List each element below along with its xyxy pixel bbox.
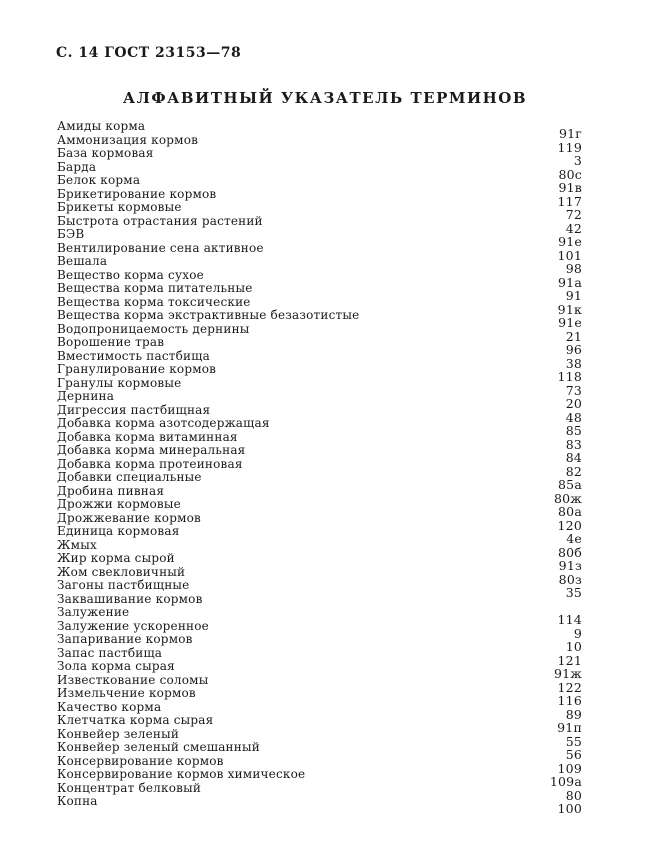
- index-term: Вешала: [57, 254, 108, 268]
- index-number: 91: [565, 288, 582, 303]
- index-number: 55: [565, 733, 582, 749]
- index-number: 80: [565, 787, 582, 803]
- index-term: Вещества корма токсические: [57, 294, 251, 309]
- index-number: 91в: [558, 180, 582, 195]
- index-term: Залужение: [57, 605, 130, 619]
- index-number: 91к: [557, 301, 582, 317]
- index-number: 96: [565, 342, 582, 357]
- index-number: 83: [565, 436, 582, 452]
- index-number: 4е: [566, 531, 582, 546]
- index-term: Загоны пастбищные: [57, 578, 190, 592]
- page-title: АЛФАВИТНЫЙ УКАЗАТЕЛЬ ТЕРМИНОВ: [122, 89, 528, 107]
- page-header: С. 14 ГОСТ 23153—78: [56, 45, 242, 61]
- index-number: 98: [565, 261, 582, 276]
- index-number: 80з: [558, 571, 582, 587]
- index-term: База кормовая: [57, 146, 154, 160]
- index-term: Дрожжевание кормов: [57, 510, 201, 525]
- index-number: 82: [565, 463, 582, 479]
- index-number: 85: [565, 423, 582, 438]
- index-term: Добавка корма витаминная: [57, 429, 238, 444]
- index-term: Амиды корма: [57, 119, 146, 133]
- index-number: 80ж: [553, 490, 582, 506]
- index-term: Жом свекловичный: [57, 564, 186, 579]
- index-number: 122: [557, 679, 582, 695]
- index-term: Вещества корма питательные: [57, 281, 253, 295]
- index-term: Единица кормовая: [57, 524, 180, 538]
- index-term: Концентрат белковый: [57, 780, 202, 795]
- index-number: 80а: [558, 504, 582, 519]
- index-number: 48: [565, 409, 582, 425]
- index-term: Жмых: [57, 537, 97, 552]
- term-index: [57, 119, 582, 816]
- index-number: 20: [565, 396, 582, 411]
- index-number: 3: [573, 153, 582, 168]
- index-number: 85а: [558, 477, 582, 492]
- index-number: 42: [565, 220, 582, 236]
- index-number: 21: [565, 328, 582, 344]
- index-number: 91е: [558, 315, 582, 330]
- index-number: 80с: [558, 166, 582, 182]
- index-term: БЭВ: [57, 227, 85, 241]
- index-term: Вещества корма экстрактивные безазотистые: [57, 308, 360, 322]
- index-term: Конвейер зеленый: [57, 726, 180, 741]
- index-number: 72: [565, 207, 582, 222]
- index-term: Белок корма: [57, 173, 141, 187]
- index-number: 80б: [557, 544, 582, 560]
- index-number: 89: [565, 706, 582, 722]
- index-term: Качество корма: [57, 699, 162, 714]
- index-entry: [57, 593, 582, 607]
- index-number: 84: [565, 450, 582, 465]
- index-number: 118: [557, 369, 582, 384]
- index-number: 91ж: [553, 666, 582, 681]
- index-term: Консервирование кормов химическое: [57, 767, 306, 781]
- index-term: Добавка корма протеиновая: [57, 456, 243, 471]
- index-term: Добавки специальные: [57, 470, 202, 484]
- index-term: Запас пастбища: [57, 645, 163, 660]
- index-term: Дробина пивная: [57, 483, 165, 498]
- index-number: 91а: [558, 274, 582, 290]
- index-term: Измельчение кормов: [57, 686, 196, 700]
- index-term: Гранулирование кормов: [57, 362, 217, 376]
- index-number: 35: [565, 585, 582, 600]
- index-number: 121: [557, 652, 582, 668]
- index-term: Известкование соломы: [57, 672, 209, 687]
- index-term: Заквашивание кормов: [57, 591, 203, 606]
- index-number: 100: [557, 801, 582, 816]
- index-term: Жир корма сырой: [57, 551, 175, 565]
- index-term: Конвейер зеленый смешанный: [57, 740, 260, 754]
- index-number: 117: [557, 193, 582, 209]
- index-number: 91п: [557, 720, 582, 735]
- index-number: 56: [565, 747, 582, 762]
- index-term: Добавка корма азотсодержащая: [57, 416, 270, 430]
- index-term: Залужение ускоренное: [57, 618, 209, 633]
- index-term: Дрожжи кормовые: [57, 497, 181, 511]
- index-number: 120: [557, 517, 582, 533]
- index-number: 91з: [558, 558, 582, 573]
- index-term: Вещество корма сухое: [57, 267, 204, 282]
- index-term: Добавка корма минеральная: [57, 443, 246, 457]
- index-number: 38: [565, 355, 582, 371]
- index-term: Водопроницаемость дернины: [57, 321, 250, 336]
- index-term: Вентилирование сена активное: [57, 240, 264, 255]
- index-term: Брикеты кормовые: [57, 200, 182, 214]
- index-number: 109: [557, 760, 582, 776]
- index-number: 116: [557, 693, 582, 708]
- index-term: Ворошение трав: [57, 335, 165, 349]
- index-number: 101: [557, 247, 582, 263]
- index-term: Быстрота отрастания растений: [57, 213, 263, 228]
- index-term: Зола корма сырая: [57, 659, 175, 673]
- index-number: 91г: [558, 126, 582, 141]
- index-term: Вместимость пастбища: [57, 348, 210, 363]
- index-term: Копна: [57, 794, 98, 808]
- index-number: 9: [573, 625, 582, 641]
- index-term: Клетчатка корма сырая: [57, 713, 214, 727]
- index-number: 114: [557, 612, 582, 627]
- index-number: 109а: [549, 774, 582, 789]
- index-term: Запаривание кормов: [57, 632, 193, 646]
- index-term: Гранулы кормовые: [57, 375, 182, 390]
- index-entry: [57, 794, 582, 816]
- index-term: Аммонизация кормов: [57, 132, 199, 147]
- index-term: Дигрессия пастбищная: [57, 402, 211, 417]
- index-number: 91е: [558, 234, 582, 249]
- index-number: 73: [565, 382, 582, 398]
- index-term: Барда: [57, 159, 97, 174]
- index-number: 10: [565, 639, 582, 654]
- index-term: Дернина: [57, 389, 115, 403]
- index-number: 119: [557, 139, 582, 155]
- index-term: Брикетирование кормов: [57, 186, 217, 201]
- index-term: Консервирование кормов: [57, 753, 224, 768]
